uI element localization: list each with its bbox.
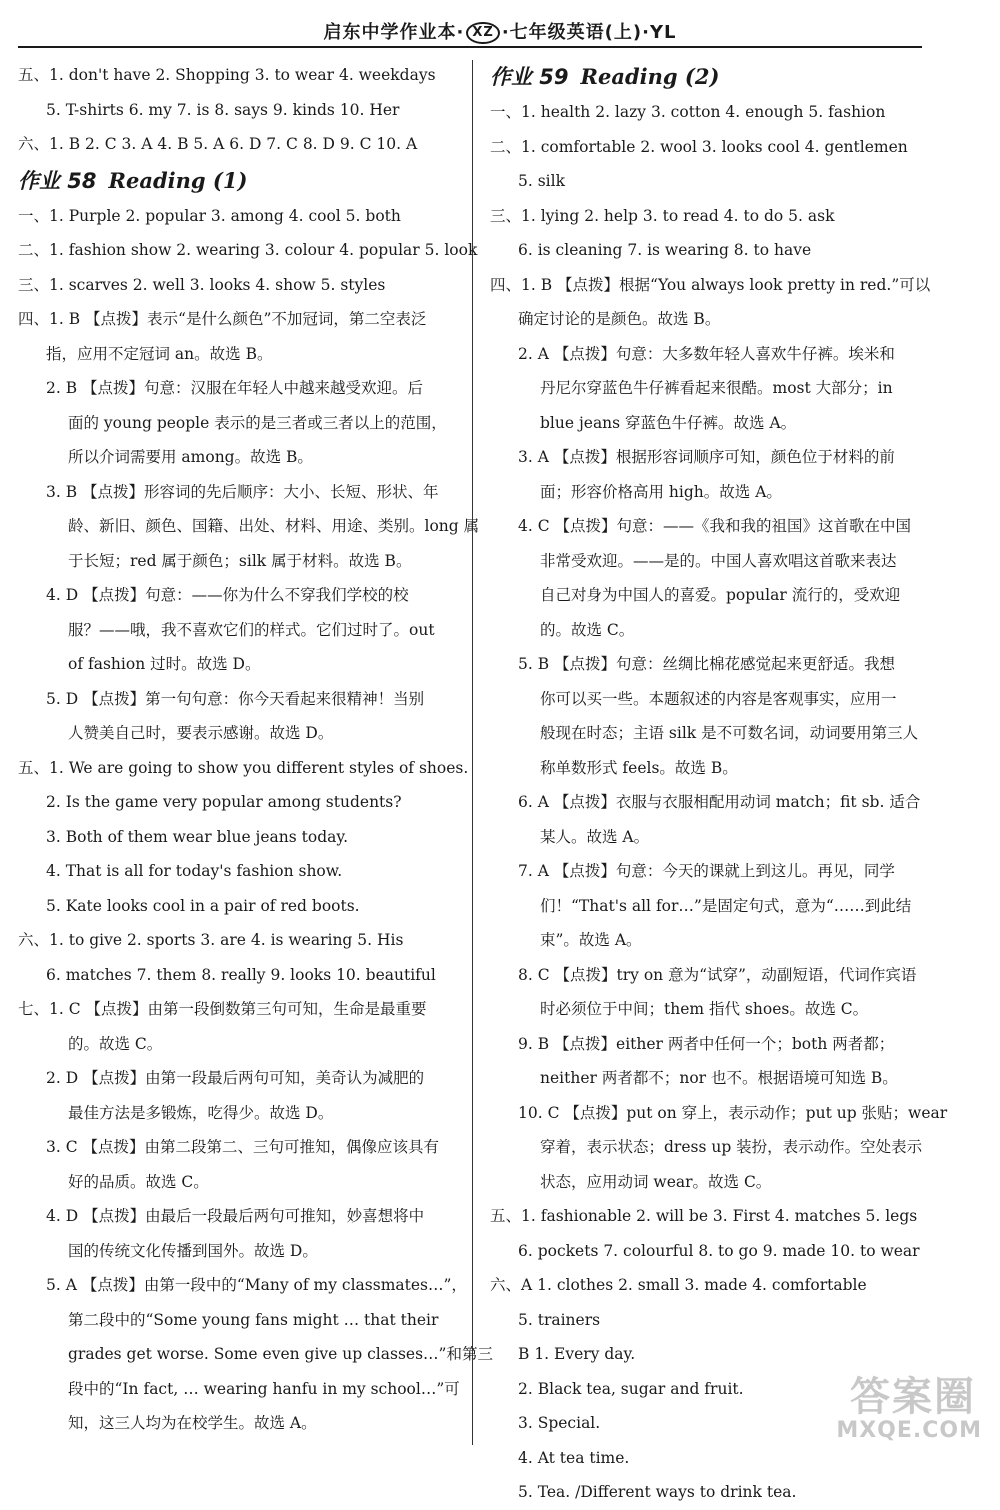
answer-line: 一、1. health 2. lazy 3. cotton 4. enough 5. fashion: [490, 103, 886, 121]
answer-line: 5. T-shirts 6. my 7. is 8. says 9. kinds 10. Her: [46, 100, 400, 119]
answer-line: neither 两者都不；nor 也不。根据语境可知选 B。: [540, 1069, 898, 1087]
right-column: [490, 58, 948, 1510]
answer-line: 人赞美自己时，要表示感谢。故选 D。: [68, 724, 334, 742]
answer-line: 四、1. B 【点拨】表示“是什么颜色”不加冠词，第二空表泛: [18, 310, 427, 328]
answer-line: 3. A 【点拨】根据形容词顺序可知，颜色位于材料的前: [518, 448, 895, 466]
answer-line: 四、1. B 【点拨】根据“You always look pretty in red.”可以: [490, 275, 931, 294]
watermark-logo: 答案圈: [850, 1374, 976, 1420]
answer-line: 穿着，表示状态；dress up 装扮，表示动作。空处表示: [540, 1138, 923, 1156]
answer-line: 6. is cleaning 7. is wearing 8. to have: [518, 241, 812, 259]
header-title-after-logo: ·七年级英语(上)·YL: [501, 22, 677, 43]
answer-line: 龄、新旧、颜色、国籍、出处、材料、用途、类别。long 属: [68, 517, 480, 535]
section-heading-label: 作业 58: [18, 168, 97, 193]
watermark: [836, 1365, 982, 1443]
answer-line: 六、1. B 2. C 3. A 4. B 5. A 6. D 7. C 8. D 9. C 10. A: [18, 135, 418, 153]
answer-line: 丹尼尔穿蓝色牛仔裤看起来很酷。most 大部分；in: [540, 379, 893, 397]
answer-line: 4. At tea time.: [518, 1448, 630, 1467]
answer-line: 7. A 【点拨】句意：今天的课就上到这儿。再见，同学: [518, 862, 895, 880]
answer-line: B 1. Every day.: [518, 1345, 636, 1363]
watermark-url: MXQE.COM: [836, 1418, 982, 1443]
answer-line: 三、1. lying 2. help 3. to read 4. to do 5. ask: [490, 206, 835, 225]
section-heading: [18, 162, 462, 199]
answer-line: 所以介词需要用 among。故选 B。: [68, 448, 313, 466]
answer-line: 4. D 【点拨】由最后一段最后两句可推知，妙喜想将中: [46, 1207, 425, 1225]
answer-line: 二、1. comfortable 2. wool 3. looks cool 4. gentlemen: [490, 137, 908, 156]
answer-line: 5. Tea. /Different ways to drink tea.: [518, 1483, 797, 1501]
answer-line: 4. That is all for today's fashion show.: [46, 862, 343, 880]
answer-line: 5. B 【点拨】句意：丝绸比棉花感觉起来更舒适。我想: [518, 655, 896, 673]
answer-line: 六、A 1. clothes 2. small 3. made 4. comfortable: [490, 1276, 867, 1294]
answer-line: 某人。故选 A。: [540, 827, 650, 846]
answer-line: 3. C 【点拨】由第二段第二、三句可推知，偶像应该具有: [46, 1138, 440, 1156]
answer-line: 于长短；red 属于颜色；silk 属于材料。故选 B。: [68, 551, 412, 570]
answer-line: 6. A 【点拨】衣服与衣服相配用动词 match；fit sb. 适合: [518, 793, 921, 811]
page-header: [0, 16, 1000, 52]
answer-line: 六、1. to give 2. sports 3. are 4. is wearing 5. His: [18, 931, 404, 949]
answer-line: 4. C 【点拨】句意：——《我和我的祖国》这首歌在中国: [518, 517, 912, 535]
answer-line: 三、1. scarves 2. well 3. looks 4. show 5. styles: [18, 275, 386, 294]
answer-line: 二、1. fashion show 2. wearing 3. colour 4. popular 5. look: [18, 241, 478, 259]
answer-line: 8. C 【点拨】try on 意为“试穿”，动副短语，代词作宾语: [518, 965, 917, 984]
answer-line: 五、1. fashionable 2. will be 3. First 4. matches 5. legs: [490, 1207, 918, 1225]
answer-line: 束”。故选 A。: [540, 931, 642, 949]
answer-line: 6. pockets 7. colourful 8. to go 9. made 10. to wear: [518, 1241, 920, 1260]
answer-line: 3. B 【点拨】形容词的先后顺序：大小、长短、形状、年: [46, 482, 439, 501]
answer-line: 5. silk: [518, 172, 565, 190]
answer-line: 最佳方法是多锻炼，吃得少。故选 D。: [68, 1103, 334, 1122]
answer-line: 的。故选 C。: [540, 620, 635, 639]
answer-line: 2. A 【点拨】句意：大多数年轻人喜欢牛仔裤。埃米和: [518, 344, 895, 363]
answer-line: 般现在时态；主语 silk 是不可数名词，动词要用第三人: [540, 724, 919, 742]
answer-line: 一、1. Purple 2. popular 3. among 4. cool 5. both: [18, 206, 401, 225]
answer-line: 2. Black tea, sugar and fruit.: [518, 1379, 744, 1398]
answer-line: 指，应用不定冠词 an。故选 B。: [46, 344, 273, 363]
header-rule: [18, 46, 922, 48]
answer-line: 自己对身为中国人的喜爱。popular 流行的，受欢迎: [540, 586, 901, 604]
answer-line: 3. Both of them wear blue jeans today.: [46, 827, 348, 846]
answer-line: 五、1. We are going to show you different styles of shoes.: [18, 758, 469, 777]
answer-line: 6. matches 7. them 8. really 9. looks 10. beautiful: [46, 965, 436, 984]
answer-line: 第二段中的“Some young fans might … that their: [68, 1310, 439, 1329]
section-heading-title: Reading (1): [108, 167, 248, 193]
answer-line: of fashion 过时。故选 D。: [68, 655, 261, 673]
publisher-logo: XZ: [466, 22, 499, 44]
answer-line: 称单数形式 feels。故选 B。: [540, 758, 738, 777]
answer-line: 好的品质。故选 C。: [68, 1172, 209, 1191]
answer-line: 段中的“In fact, … wearing hanfu in my school…”可: [68, 1379, 460, 1398]
answer-line: 9. B 【点拨】either 两者中任何一个；both 两者都；: [518, 1034, 895, 1053]
section-heading-label: 作业 59: [490, 65, 569, 89]
header-title-before-logo: 启东中学作业本·: [323, 22, 465, 43]
answer-line: 面的 young people 表示的是三者或三者以上的范围，: [68, 413, 447, 432]
answer-line: 非常受欢迎。——是的。中国人喜欢唱这首歌来表达: [540, 551, 897, 570]
answer-line: grades get worse. Some even give up classes…”和第三: [68, 1345, 493, 1363]
answer-line: 3. Special.: [518, 1414, 601, 1432]
answer-line: 2. D 【点拨】由第一段最后两句可知，美奇认为减肥的: [46, 1069, 425, 1087]
answer-line: 的。故选 C。: [68, 1034, 163, 1053]
answer-line: 五、1. don't have 2. Shopping 3. to wear 4. weekdays: [18, 66, 436, 84]
answer-line: 你可以买一些。本题叙述的内容是客观事实，应用一: [540, 689, 897, 708]
answer-line: blue jeans 穿蓝色牛仔裤。故选 A。: [540, 413, 797, 432]
answer-line: 面；形容价格高用 high。故选 A。: [540, 482, 782, 501]
section-heading: [490, 58, 930, 95]
answer-line: 2. Is the game very popular among students?: [46, 793, 402, 811]
header-title: [0, 18, 1000, 44]
answer-line: 时必须位于中间；them 指代 shoes。故选 C。: [540, 1000, 869, 1018]
answer-line: 5. Kate looks cool in a pair of red boots.: [46, 896, 360, 915]
answer-line: 确定讨论的是颜色。故选 B。: [518, 310, 721, 328]
column-divider: [472, 60, 473, 1445]
answer-line: 国的传统文化传播到国外。故选 D。: [68, 1241, 318, 1260]
answer-line: 5. D 【点拨】第一句句意：你今天看起来很精神！当别: [46, 689, 425, 708]
answer-line: 状态，应用动词 wear。故选 C。: [540, 1172, 772, 1191]
answer-line: 七、1. C 【点拨】由第一段倒数第三句可知，生命是最重要: [18, 1000, 427, 1018]
section-heading-title: Reading (2): [580, 64, 720, 89]
answer-line: 服？——哦，我不喜欢它们的样式。它们过时了。out: [68, 620, 435, 639]
answer-line: 10. C 【点拨】put on 穿上，表示动作；put up 张贴；wear: [518, 1103, 948, 1122]
answer-line: 5. trainers: [518, 1310, 601, 1329]
answer-line: 5. A 【点拨】由第一段中的“Many of my classmates…”，: [46, 1276, 467, 1294]
answer-line: 们！“That's all for…”是固定句式，意为“……到此结: [540, 896, 912, 915]
answer-line: 4. D 【点拨】句意：——你为什么不穿我们学校的校: [46, 586, 409, 604]
left-column: [18, 58, 493, 1441]
answer-line: 2. B 【点拨】句意：汉服在年轻人中越来越受欢迎。后: [46, 379, 424, 397]
answer-line: 知，这三人均为在校学生。故选 A。: [68, 1414, 317, 1432]
